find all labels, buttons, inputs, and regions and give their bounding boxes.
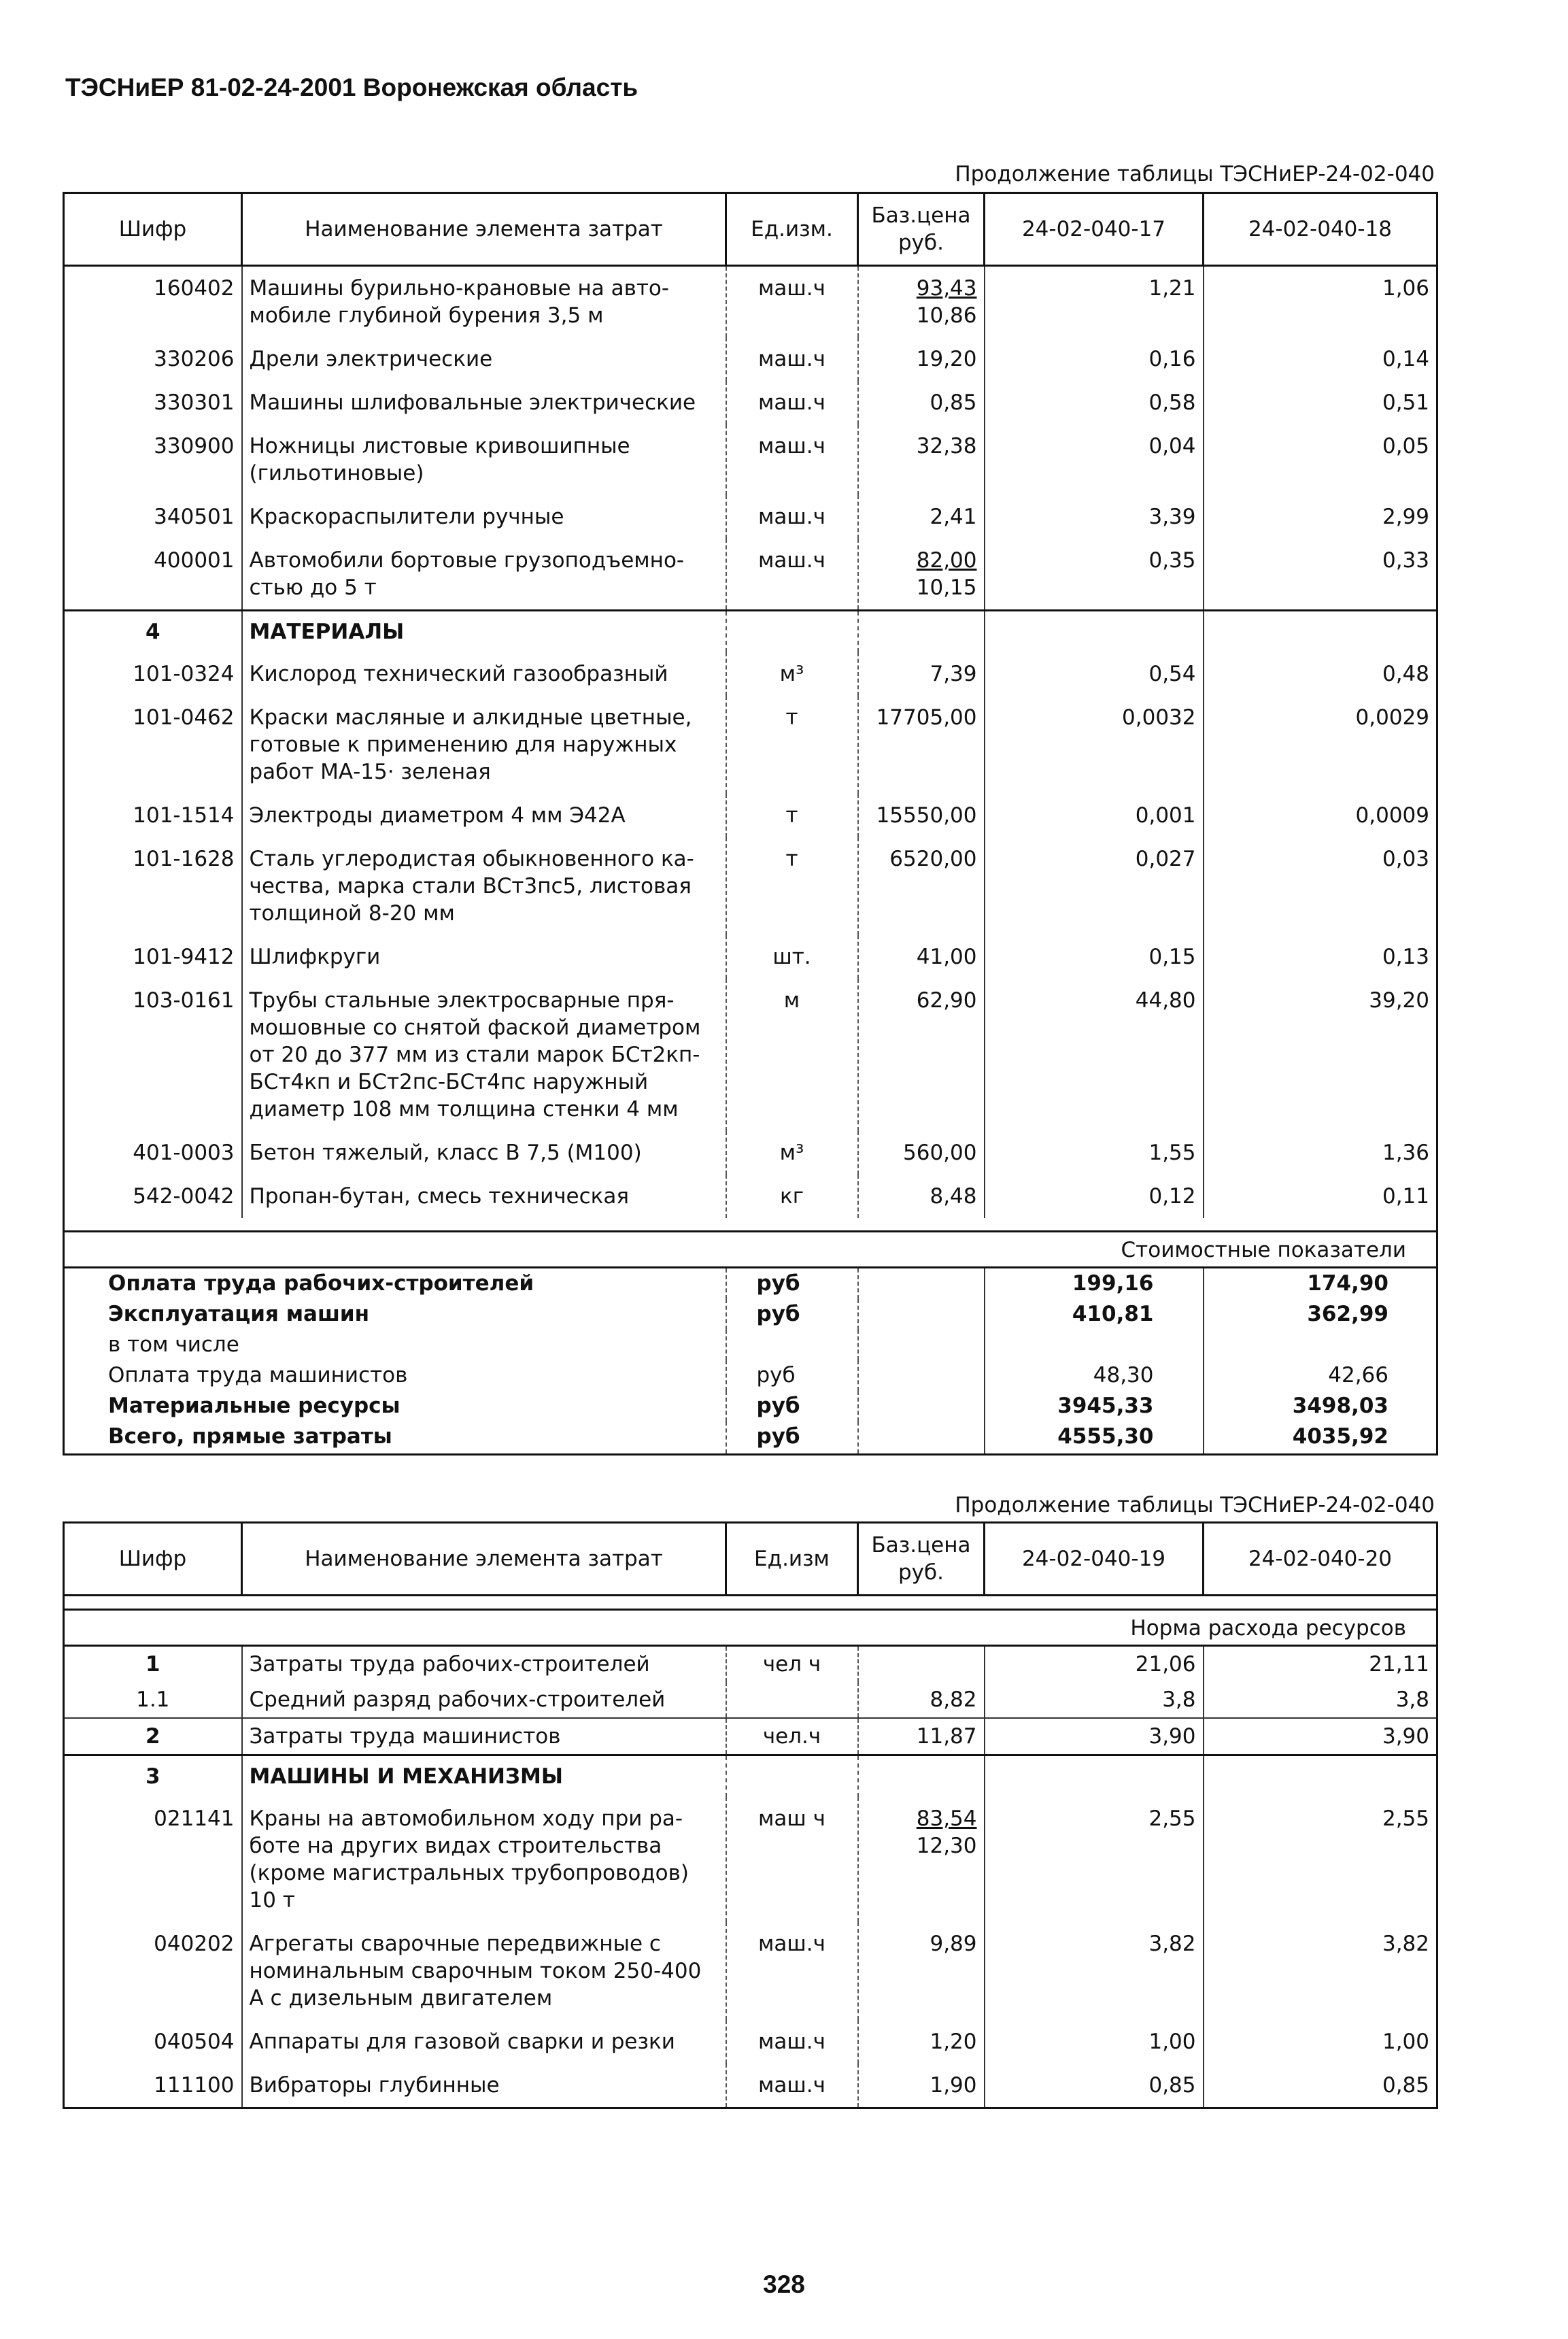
row-norm-a: 0,16 — [985, 337, 1204, 381]
cost-caption: Стоимостные показатели — [64, 1232, 1437, 1268]
row-norm-a: 3,39 — [985, 495, 1204, 539]
table-row — [64, 794, 1437, 837]
cost-caption-row — [64, 1232, 1437, 1268]
column-header-norm-20: 24-02-040-20 — [1204, 1523, 1437, 1596]
row-name: Автомобили бортовые грузоподъемно-стью до 5 т — [242, 539, 726, 611]
material-rows — [64, 611, 1437, 1219]
row-norm-b: 0,48 — [1382, 662, 1429, 686]
table-row — [64, 1682, 1437, 1718]
row-norm-a: 1,55 — [985, 1131, 1204, 1175]
total-value-b: 362,99 — [1307, 1302, 1388, 1326]
row-name: Пропан-бутан, смесь техническая — [242, 1175, 726, 1218]
row-name: Затраты труда рабочих-строителей — [242, 1646, 726, 1683]
row-name: Агрегаты сварочные передвижные с номинальным сварочным током 250-400 А с дизельным двигателем — [242, 1922, 726, 2020]
total-unit: руб — [726, 1299, 858, 1330]
table-row — [64, 652, 1437, 696]
column-header-unit: Ед.изм. — [726, 193, 858, 266]
totals-rows — [64, 1268, 1437, 1455]
table-row — [64, 979, 1437, 1131]
row-name: Аппараты для газовой сварки и резки — [242, 2020, 726, 2064]
row-base-price: 15550,00 — [858, 794, 985, 837]
row-norm-a: 3,82 — [985, 1922, 1204, 2020]
section-title: МАТЕРИАЛЫ — [242, 611, 726, 653]
column-header-name: Наименование элемента затрат — [242, 1523, 726, 1596]
price-total: 83,54 — [916, 1806, 977, 1831]
total-label: Эксплуатация машин — [64, 1299, 726, 1330]
row-code: 160402 — [64, 266, 242, 338]
row-norm-a: 2,55 — [985, 1797, 1204, 1922]
row-code: 101-0462 — [64, 696, 242, 794]
row-base-price — [858, 1797, 985, 1922]
price-total: 0,85 — [930, 390, 977, 415]
total-unit: руб — [726, 1268, 858, 1300]
table-row — [64, 696, 1437, 794]
row-name: Машины шлифовальные электрические — [242, 381, 726, 424]
row-unit: м³ — [726, 652, 858, 696]
row-unit: чел.ч — [726, 1718, 858, 1755]
row-norm-a: 21,06 — [985, 1646, 1204, 1683]
row-code: 1 — [64, 1646, 242, 1683]
row-base-price — [858, 1922, 985, 2020]
labor-rows — [64, 1646, 1437, 1755]
row-norm-b: 0,0029 — [1355, 705, 1429, 730]
price-total: 32,38 — [916, 434, 977, 458]
total-blank — [858, 1268, 985, 1300]
row-code: 2 — [64, 1718, 242, 1755]
total-label: Оплата труда машинистов — [64, 1360, 726, 1391]
row-code: 330301 — [64, 381, 242, 424]
row-name: Ножницы листовые кривошипные (гильотиновые) — [242, 424, 726, 495]
row-code: 542-0042 — [64, 1175, 242, 1218]
total-label: Материальные ресурсы — [64, 1391, 726, 1421]
row-norm-b: 0,0009 — [1355, 803, 1429, 828]
column-header-unit: Ед.изм — [726, 1523, 858, 1596]
table-row — [64, 424, 1437, 495]
section-number: 4 — [64, 611, 242, 653]
total-value-b: 42,66 — [1328, 1363, 1388, 1387]
price-wages: 10,15 — [916, 575, 977, 600]
row-name: Трубы стальные электросварные пря-мошовные со снятой фаской диаметром от 20 до 377 мм из стали марок БСт2кп-БСт4кп и БСт2пс-БСт4пс наружный диаметр 108 мм толщина стенки 4 мм — [242, 979, 726, 1131]
table-header-row — [64, 193, 1437, 266]
table-row — [64, 935, 1437, 979]
total-blank — [858, 1330, 985, 1360]
total-row — [64, 1391, 1437, 1421]
norm-caption: Норма расхода ресурсов — [64, 1610, 1437, 1646]
row-norm-b: 2,55 — [1382, 1806, 1429, 1831]
total-value-b: 174,90 — [1307, 1271, 1388, 1296]
row-base-price: 8,82 — [858, 1682, 985, 1718]
row-base-price: 8,48 — [858, 1175, 985, 1218]
row-name: Дрели электрические — [242, 337, 726, 381]
total-blank — [858, 1421, 985, 1455]
row-code: 111100 — [64, 2064, 242, 2108]
price-total: 93,43 — [916, 276, 977, 301]
total-label: Оплата труда рабочих-строителей — [64, 1268, 726, 1300]
row-norm-b: 21,11 — [1369, 1652, 1429, 1677]
row-norm-a: 1,21 — [985, 266, 1204, 338]
table-row — [64, 539, 1437, 611]
column-header-base-price: Баз.цена руб. — [858, 1523, 985, 1596]
price-wages: 12,30 — [916, 1834, 977, 1858]
row-norm-b: 0,14 — [1382, 347, 1429, 371]
total-value-a — [985, 1330, 1204, 1360]
price-wages: 10,86 — [916, 303, 977, 328]
table-row — [64, 1718, 1437, 1755]
row-code: 401-0003 — [64, 1131, 242, 1175]
row-unit: маш.ч — [726, 2064, 858, 2108]
row-unit: т — [726, 837, 858, 935]
row-code: 340501 — [64, 495, 242, 539]
row-code: 1.1 — [64, 1682, 242, 1718]
row-unit: маш.ч — [726, 381, 858, 424]
row-norm-a: 0,15 — [985, 935, 1204, 979]
price-total: 82,00 — [916, 548, 977, 573]
row-base-price — [858, 337, 985, 381]
row-name: Краскораспылители ручные — [242, 495, 726, 539]
row-code: 021141 — [64, 1797, 242, 1922]
row-norm-b: 2,99 — [1382, 505, 1429, 529]
table-row — [64, 1646, 1437, 1683]
total-label: в том числе — [64, 1330, 726, 1360]
norm-caption-body — [64, 1596, 1437, 1646]
row-norm-b: 3,90 — [1204, 1718, 1437, 1755]
table-row — [64, 381, 1437, 424]
total-row — [64, 1421, 1437, 1455]
row-unit: м³ — [726, 1131, 858, 1175]
total-value-a: 48,30 — [985, 1360, 1204, 1391]
cost-summary — [64, 1218, 1437, 1268]
resource-table-2 — [63, 1521, 1438, 2109]
section-number: 3 — [64, 1755, 242, 1798]
row-norm-a: 0,58 — [985, 381, 1204, 424]
total-row — [64, 1330, 1437, 1360]
row-code: 330206 — [64, 337, 242, 381]
row-name: Сталь углеродистая обыкновенного ка-чества, марка стали ВСт3пс5, листовая толщиной 8-20 мм — [242, 837, 726, 935]
row-norm-b: 1,00 — [1382, 2030, 1429, 2054]
column-header-norm-18: 24-02-040-18 — [1204, 193, 1437, 266]
row-name: Кислород технический газообразный — [242, 652, 726, 696]
table-row — [64, 266, 1437, 338]
row-unit: шт. — [726, 935, 858, 979]
row-norm-a: 0,35 — [985, 539, 1204, 611]
column-header-norm-19: 24-02-040-19 — [985, 1523, 1204, 1596]
row-code: 040504 — [64, 2020, 242, 2064]
row-unit: т — [726, 794, 858, 837]
row-base-price — [858, 424, 985, 495]
row-name: Бетон тяжелый, класс В 7,5 (М100) — [242, 1131, 726, 1175]
row-base-price — [858, 381, 985, 424]
row-base-price: 11,87 — [858, 1718, 985, 1755]
row-norm-a: 3,90 — [985, 1718, 1204, 1755]
row-code: 400001 — [64, 539, 242, 611]
row-norm-a: 0,12 — [985, 1175, 1204, 1218]
total-unit: руб — [726, 1360, 858, 1391]
row-base-price — [858, 266, 985, 338]
row-name: Вибраторы глубинные — [242, 2064, 726, 2108]
total-unit: руб — [726, 1421, 858, 1455]
row-norm-a: 0,027 — [985, 837, 1204, 935]
row-unit: маш.ч — [726, 539, 858, 611]
row-norm-b: 0,11 — [1382, 1184, 1429, 1209]
total-value-a: 199,16 — [985, 1268, 1204, 1300]
row-norm-b: 0,05 — [1382, 434, 1429, 458]
row-code: 101-1514 — [64, 794, 242, 837]
row-code: 040202 — [64, 1922, 242, 2020]
row-name: Краски масляные и алкидные цветные, готовые к применению для наружных работ МА-15· зеленая — [242, 696, 726, 794]
table-continuation-caption-2: Продолжение таблицы ТЭСНиЕР-24-02-040 — [955, 1493, 1435, 1517]
total-label: Всего, прямые затраты — [64, 1421, 726, 1455]
total-blank — [858, 1360, 985, 1391]
total-value-a: 410,81 — [985, 1299, 1204, 1330]
total-value-b: 3498,03 — [1292, 1394, 1388, 1418]
row-unit: маш.ч — [726, 266, 858, 338]
row-name: Машины бурильно-крановые на авто-мобиле глубиной бурения 3,5 м — [242, 266, 726, 338]
total-unit: руб — [726, 1391, 858, 1421]
column-header-code: Шифр — [64, 193, 242, 266]
row-norm-b: 39,20 — [1369, 988, 1429, 1013]
row-norm-b: 0,51 — [1382, 390, 1429, 415]
row-base-price — [858, 495, 985, 539]
price-total: 9,89 — [930, 1932, 977, 1956]
norm-caption-row — [64, 1610, 1437, 1646]
table-row — [64, 1175, 1437, 1218]
price-total: 19,20 — [916, 347, 977, 371]
row-norm-a: 1,00 — [985, 2020, 1204, 2064]
table-row — [64, 2064, 1437, 2108]
total-row — [64, 1268, 1437, 1300]
price-total: 1,90 — [930, 2073, 977, 2098]
row-unit — [726, 1682, 858, 1718]
row-base-price — [858, 2020, 985, 2064]
row-norm-b: 0,13 — [1382, 945, 1429, 969]
row-unit: м — [726, 979, 858, 1131]
machine-rows — [64, 266, 1437, 611]
row-norm-b: 1,06 — [1382, 276, 1429, 301]
row-code: 101-1628 — [64, 837, 242, 935]
section-title: МАШИНЫ И МЕХАНИЗМЫ — [242, 1755, 726, 1798]
row-unit: т — [726, 696, 858, 794]
row-code: 101-0324 — [64, 652, 242, 696]
row-base-price — [858, 1646, 985, 1683]
section-row — [64, 611, 1437, 653]
row-unit: маш.ч — [726, 337, 858, 381]
table-row — [64, 1922, 1437, 2020]
table-continuation-caption: Продолжение таблицы ТЭСНиЕР-24-02-040 — [955, 162, 1435, 186]
machine-rows — [64, 1755, 1437, 2108]
total-value-a: 3945,33 — [985, 1391, 1204, 1421]
price-total: 2,41 — [930, 505, 977, 529]
row-name: Краны на автомобильном ходу при ра-боте на других видах строительства (кроме магистральных трубопроводов) 10 т — [242, 1797, 726, 1922]
row-norm-a: 0,54 — [985, 652, 1204, 696]
row-norm-b: 0,03 — [1382, 847, 1429, 871]
row-unit: маш.ч — [726, 424, 858, 495]
row-name: Средний разряд рабочих-строителей — [242, 1682, 726, 1718]
row-name: Шлифкруги — [242, 935, 726, 979]
table-row — [64, 837, 1437, 935]
table-row — [64, 495, 1437, 539]
total-blank — [858, 1391, 985, 1421]
row-base-price: 17705,00 — [858, 696, 985, 794]
total-row — [64, 1360, 1437, 1391]
row-norm-a: 3,8 — [985, 1682, 1204, 1718]
row-code: 103-0161 — [64, 979, 242, 1131]
row-unit: маш.ч — [726, 1922, 858, 2020]
row-base-price — [858, 2064, 985, 2108]
row-norm-a: 0,85 — [985, 2064, 1204, 2108]
row-norm-a: 0,04 — [985, 424, 1204, 495]
row-unit: маш.ч — [726, 2020, 858, 2064]
row-norm-b: 3,8 — [1395, 1687, 1429, 1712]
row-base-price: 7,39 — [858, 652, 985, 696]
total-value-a: 4555,30 — [985, 1421, 1204, 1455]
row-base-price — [858, 539, 985, 611]
row-base-price: 62,90 — [858, 979, 985, 1131]
row-name: Электроды диаметром 4 мм Э42А — [242, 794, 726, 837]
row-norm-b: 0,85 — [1382, 2073, 1429, 2098]
total-value-b: 4035,92 — [1292, 1424, 1388, 1449]
row-norm-b: 3,82 — [1382, 1932, 1429, 1956]
row-base-price: 560,00 — [858, 1131, 985, 1175]
row-unit: маш ч — [726, 1797, 858, 1922]
row-name: Затраты труда машинистов — [242, 1718, 726, 1755]
column-header-base-price: Баз.цена руб. — [858, 193, 985, 266]
row-norm-b: 0,33 — [1382, 548, 1429, 573]
table-row — [64, 2020, 1437, 2064]
row-unit: маш.ч — [726, 495, 858, 539]
table-header-row — [64, 1523, 1437, 1596]
column-header-code: Шифр — [64, 1523, 242, 1596]
column-header-name: Наименование элемента затрат — [242, 193, 726, 266]
resource-table-1 — [63, 192, 1438, 1455]
row-base-price: 6520,00 — [858, 837, 985, 935]
price-total: 1,20 — [930, 2030, 977, 2054]
row-code: 101-9412 — [64, 935, 242, 979]
table-row — [64, 1131, 1437, 1175]
row-norm-a: 44,80 — [985, 979, 1204, 1131]
row-unit: кг — [726, 1175, 858, 1218]
row-norm-a: 0,001 — [985, 794, 1204, 837]
table-row — [64, 337, 1437, 381]
page-header: ТЭСНиЕР 81-02-24-2001 Воронежская область — [65, 73, 638, 101]
total-value-b — [1204, 1330, 1437, 1360]
total-unit — [726, 1330, 858, 1360]
row-norm-b: 1,36 — [1382, 1141, 1429, 1165]
table-row — [64, 1797, 1437, 1922]
column-header-norm-17: 24-02-040-17 — [985, 193, 1204, 266]
total-row — [64, 1299, 1437, 1330]
total-blank — [858, 1299, 985, 1330]
row-code: 330900 — [64, 424, 242, 495]
row-base-price: 41,00 — [858, 935, 985, 979]
section-row — [64, 1755, 1437, 1798]
page-number: 328 — [763, 2270, 805, 2298]
row-norm-a: 0,0032 — [985, 696, 1204, 794]
row-unit: чел ч — [726, 1646, 858, 1683]
